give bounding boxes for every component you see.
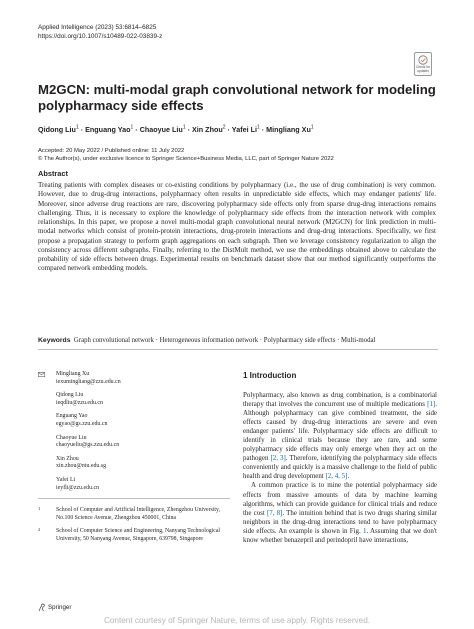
- contact-name: Yafei Li: [56, 476, 76, 483]
- intro-paragraph-2: [243, 481, 437, 544]
- author-contact: [38, 371, 230, 386]
- author-name[interactable]: Mingliang Xu$^1$: [266, 125, 314, 135]
- badge-label: Check for updates: [415, 65, 431, 73]
- contact-list: [38, 371, 230, 492]
- affiliation-text: School of Computer and Artificial Intelligence, Zhengzhou University, No.100 Science Avenue, Zhengzhou 450001, China: [56, 507, 220, 521]
- author-affiliation-mark: 2: [222, 125, 226, 131]
- paragraph-text: Polypharmacy, also known as drug combination, is a combinatorial therapy that involves the concurrent use of multiple medications: [243, 391, 437, 409]
- envelope-icon: [38, 372, 45, 381]
- paragraph-text: . Therefore, identifying the polypharmacy side effects conveniently and quickly is a massive challenge to the field of public health and drug development: [243, 454, 437, 481]
- affiliation: [38, 507, 230, 522]
- author-separator: ·: [133, 125, 140, 135]
- doi-link[interactable]: https://doi.org/10.1007/s10489-022-03839-z: [38, 32, 163, 40]
- journal-citation: Applied Intelligence (2023) 53:6814–6825: [38, 24, 157, 31]
- contact-name: Chaoyue Liu: [56, 434, 87, 441]
- contact-email[interactable]: xin.zhou@ntu.edu.sg: [56, 463, 107, 470]
- paragraph-text: . Assuming that we don't know whether benazepril and perindopril have interactions,: [243, 526, 437, 544]
- affiliation-number: 1: [38, 506, 41, 512]
- contact-email[interactable]: ieqdliu@zzu.edu.cn: [56, 399, 103, 406]
- author-contact: [38, 456, 230, 471]
- author-contact: [38, 435, 230, 450]
- author-separator: ·: [225, 125, 232, 135]
- copyright-line: © The Author(s), under exclusive licence to Springer Science+Business Media, LLC, part of Springer Nature 2022: [38, 156, 334, 162]
- paragraph-text: .: [347, 472, 350, 481]
- publication-dates: [38, 147, 334, 163]
- publisher-name: Springer: [48, 604, 72, 611]
- author-affiliation-mark: 1: [310, 125, 314, 131]
- author-affiliation-mark: 1: [130, 125, 134, 131]
- affiliation-number: 2: [38, 527, 41, 533]
- introduction-column: [243, 371, 437, 545]
- springer-horse-icon: [38, 603, 46, 612]
- author-separator: ·: [78, 125, 86, 135]
- check-updates-icon: [418, 55, 428, 65]
- section-divider: [38, 349, 438, 350]
- affiliation: [38, 528, 230, 543]
- contact-email[interactable]: ieyfli@zzu.edu.cn: [56, 484, 100, 491]
- paragraph-text: . Although polypharmacy can give combined treatment, the side effects caused by drug-drug interactions are severe and even endanger patients' life. Polypharmacy side effects are difficult to identify in clinical trials because they are rare, and some polypharmacy side effects may only emerge when they act on the pathogen: [243, 400, 437, 463]
- author-affiliation-mark: 1: [182, 125, 186, 131]
- citation-link[interactable]: [7, 8]: [266, 508, 283, 517]
- citation-link[interactable]: [2, 4, 5]: [325, 472, 348, 481]
- keywords-line: [38, 336, 438, 345]
- author-name[interactable]: Enguang Yao$^1$: [85, 125, 134, 135]
- citation-link[interactable]: [2, 3]: [270, 454, 286, 463]
- author-contact: [38, 413, 230, 428]
- citation-link[interactable]: 1: [362, 526, 367, 535]
- author-separator: ·: [259, 125, 267, 135]
- contact-name: Xin Zhou: [56, 455, 79, 462]
- author-separator: ·: [185, 125, 192, 135]
- citation-link[interactable]: [1]: [427, 400, 436, 409]
- paragraph-text: A common practice is to mine the potential polypharmacy side effects from massive amounts of data by machine learning algorithms, which can provide guidance for clinical trials and reduce the cost: [243, 481, 437, 517]
- publisher-mark: [38, 603, 71, 612]
- contact-name: Qidong Liu: [56, 392, 84, 399]
- introduction-heading: 1 Introduction: [243, 371, 297, 380]
- contact-name: Mingliang Xu: [56, 371, 90, 377]
- affiliation-text: School of Computer Science and Engineering, Nanyang Technological University, 50 Nanyang Avenue, Singapore, 639798, Singapore: [56, 528, 221, 542]
- author-contact: [38, 392, 230, 407]
- keywords-text: Graph convolutional network · Heterogeneous information network · Polypharmacy side effects · Multi-modal: [73, 337, 376, 344]
- author-affiliation-mark: 1: [75, 125, 79, 131]
- journal-header: [38, 24, 162, 41]
- author-contact: [38, 477, 230, 492]
- affiliation-divider: [38, 498, 230, 499]
- keywords-label: Keywords: [38, 337, 71, 344]
- affiliation-list: [38, 507, 230, 543]
- paragraph-text: . The intuition behind that is two drugs sharing similar neighbors in the drug-drug interactions tend to have polypharmacy side effects. An example is shown in Fig.: [243, 508, 437, 535]
- paper-title: M2GCN: multi-modal graph convolutional network for modeling polypharmacy side effects: [38, 82, 436, 113]
- author-contact-column: [38, 371, 230, 550]
- contact-email[interactable]: iexumingliang@zzu.edu.cn: [56, 378, 121, 385]
- check-for-updates-badge[interactable]: [414, 52, 432, 76]
- intro-paragraph-1: [243, 391, 437, 481]
- author-affiliation-mark: 1: [256, 125, 260, 131]
- abstract-text: Treating patients with complex diseases or co-existing conditions by polypharmacy (i.e., the use of drug combination) is very common. However, due to drug-drug interactions, polypharmacy often results in unpredictable side effects, which may endanger patients' life. Moreover, since adverse drug reactions are rare, discovering polypharmacy side effects only from sparse drug-drug interactions remains challenging. Thus, it is necessary to explore the knowledge of polypharmacy side effects from the interaction network with complex relationships. In this paper, we propose a novel multi-modal graph convolutional neural network (M2GCN) for link prediction in multi-modal networks which consist of protein-protein interactions, drug-protein interactions and drug-drug interactions. Specifically, we first propose a propagation strategy to perform graph aggregations on each subgraph. Then we leverage consistency regularization to align the consistency across different subgraphs. Finally, referring to the DistMult method, we use the embeddings obtained above to calculate the probability of side effects between drugs. Experimental results on benchmark dataset show that our method significantly outperforms the compared network embedding models.: [38, 181, 436, 273]
- author-name[interactable]: Qidong Liu$^1$: [38, 125, 79, 135]
- author-list: [38, 124, 458, 134]
- author-name[interactable]: Xin Zhou$^2$: [192, 125, 226, 135]
- author-name[interactable]: Chaoyue Liu$^1$: [139, 125, 186, 135]
- contact-name: Enguang Yao: [56, 413, 88, 420]
- abstract-heading: Abstract: [38, 169, 68, 178]
- author-name[interactable]: Yafei Li$^1$: [231, 125, 260, 135]
- courtesy-notice: Content courtesy of Springer Nature, terms of use apply. Rights reserved.: [103, 616, 371, 625]
- accepted-date: Accepted: 20 May 2022 / Published online: 11 July 2022: [38, 148, 185, 154]
- contact-email[interactable]: chaoyueliu@gs.zzu.edu.cn: [56, 442, 120, 449]
- contact-email[interactable]: egyao@gs.zzu.edu.cn: [56, 420, 108, 427]
